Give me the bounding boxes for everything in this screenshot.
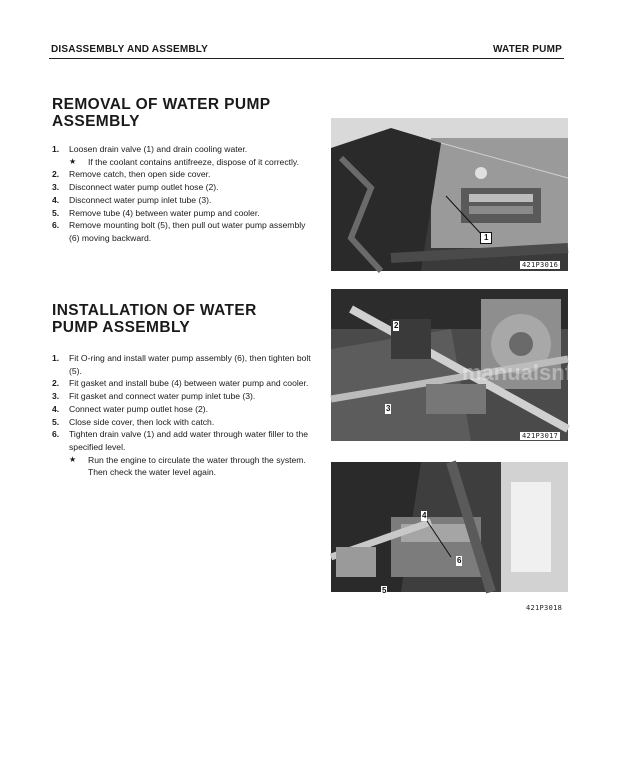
callout-outlet-hose: 2 — [394, 321, 399, 330]
step-number: 5. — [52, 207, 60, 218]
step-number: 2. — [52, 169, 60, 180]
step-number: 3. — [52, 391, 60, 402]
callout-tube: 4 — [422, 511, 427, 520]
installation-title — [52, 302, 322, 336]
removal-title — [52, 96, 322, 130]
header-divider — [49, 58, 564, 59]
removal-step-6 — [52, 219, 317, 244]
photo-3-code: 421P3018 — [526, 604, 563, 612]
header-section-title: DISASSEMBLY AND ASSEMBLY — [51, 44, 209, 55]
removal-step-5 — [52, 207, 317, 220]
note-text: If the coolant contains antifreeze, dispose of it correctly. — [88, 156, 299, 167]
watermark-text: manualsnfo.com — [462, 360, 637, 385]
removal-title-line1: REMOVAL OF WATER PUMP — [52, 96, 271, 113]
step-text: Tighten drain valve (1) and add water through water filler to the specified level. — [69, 429, 309, 452]
installation-step-6-note — [69, 454, 317, 479]
star-icon: ★ — [69, 156, 77, 166]
step-number: 1. — [52, 353, 60, 363]
installation-title-line2: PUMP ASSEMBLY — [52, 319, 191, 336]
installation-step-2 — [52, 377, 317, 390]
removal-title-line2: ASSEMBLY — [52, 113, 140, 130]
callout-drain-valve: 1 — [480, 232, 492, 244]
note-text: Run the engine to circulate the water through the system. Then check the water level again. — [88, 454, 306, 478]
installation-steps — [52, 352, 317, 479]
step-text: Connect water pump outlet hose (2). — [69, 403, 209, 414]
step-number: 4. — [52, 194, 60, 205]
removal-step-1 — [52, 143, 317, 168]
step-text: Fit O-ring and install water pump assembly (6), then tighten bolt (5). — [69, 353, 311, 376]
installation-title-line1: INSTALLATION OF WATER — [52, 302, 257, 319]
star-icon: ★ — [69, 454, 77, 464]
step-number: 1. — [52, 144, 60, 154]
step-text: Fit gasket and install bube (4) between water pump and cooler. — [69, 378, 309, 389]
photo-pump-assembly — [331, 462, 568, 592]
installation-step-5 — [52, 416, 317, 429]
removal-step-2 — [52, 168, 317, 181]
removal-step-3 — [52, 181, 317, 194]
step-text: Close side cover, then lock with catch. — [69, 416, 215, 427]
callout-mounting-bolt: 5 — [382, 586, 387, 595]
photo-2-code: 421P3017 — [522, 432, 559, 440]
step-text: Loosen drain valve (1) and drain cooling water. — [69, 144, 248, 154]
callout-pump-assembly: 6 — [457, 556, 462, 565]
photo-1-code: 421P3016 — [522, 261, 559, 269]
installation-step-6 — [52, 428, 317, 479]
removal-steps — [52, 143, 317, 245]
step-number: 6. — [52, 220, 60, 231]
removal-step-4 — [52, 194, 317, 207]
step-text: Disconnect water pump inlet tube (3). — [69, 194, 212, 205]
step-text: Disconnect water pump outlet hose (2). — [69, 182, 219, 193]
photo-drain-valve — [331, 118, 568, 271]
removal-step-1-note — [69, 156, 317, 169]
step-text: Fit gasket and connect water pump inlet tube (3). — [69, 391, 256, 402]
callout-inlet-tube: 3 — [386, 404, 391, 413]
installation-step-1 — [52, 352, 317, 377]
step-number: 3. — [52, 182, 60, 193]
step-number: 4. — [52, 403, 60, 414]
step-number: 2. — [52, 378, 60, 389]
installation-step-3 — [52, 390, 317, 403]
step-text: Remove mounting bolt (5), then pull out water pump assembly (6) moving backward. — [69, 220, 306, 243]
header-topic-title: WATER PUMP — [492, 44, 562, 55]
step-text: Remove catch, then open side cover. — [69, 169, 211, 180]
step-number: 6. — [52, 429, 60, 440]
step-number: 5. — [52, 416, 60, 427]
installation-step-4 — [52, 403, 317, 416]
step-text: Remove tube (4) between water pump and cooler. — [69, 207, 260, 218]
